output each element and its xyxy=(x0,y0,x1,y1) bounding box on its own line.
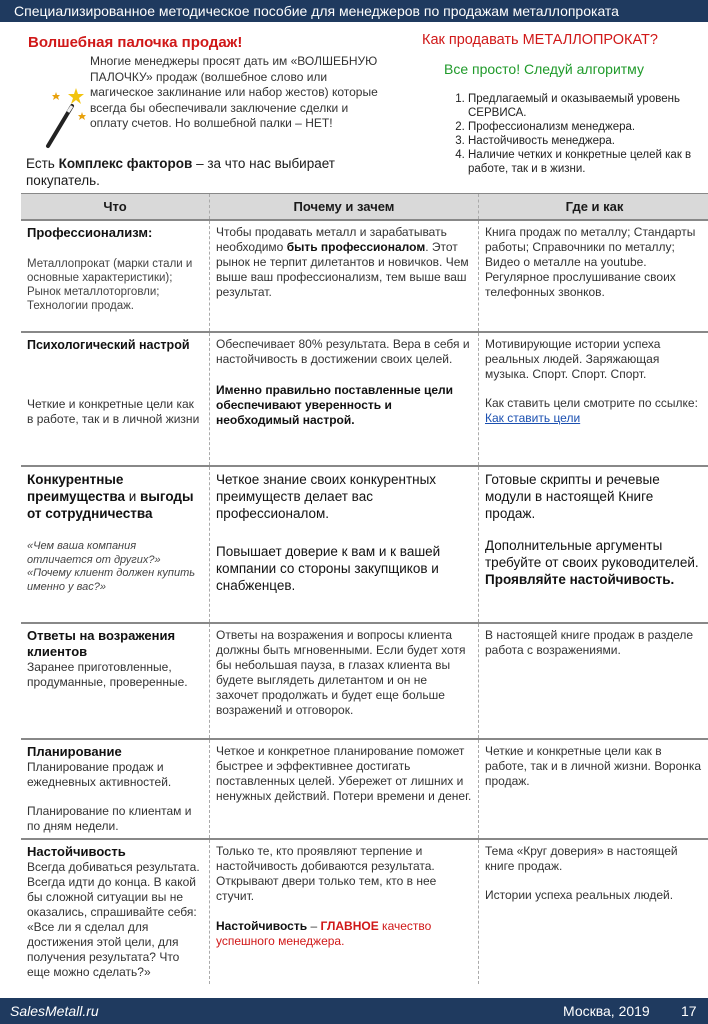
row-title: Настойчивость xyxy=(27,844,126,859)
row-why-2: Повышает доверие к вам и к вашей компании со стороны закупщиков и снабженцев. xyxy=(216,544,441,593)
row-where-3: Проявляйте настойчивость. xyxy=(485,572,675,587)
list-item: 3. Настойчивость менеджера. xyxy=(468,134,708,148)
column-where: Где и как xyxy=(479,194,708,221)
row-why: Обеспечивает 80% результата. Вера в себя и настойчивость в достижении своих целей. xyxy=(216,337,470,366)
algorithm-list xyxy=(450,92,708,176)
header-bar xyxy=(0,0,708,22)
sales-question: Как продавать МЕТАЛЛОПРОКАТ? xyxy=(422,32,658,48)
row-subtitle: Планирование продаж и ежедневных активностей. xyxy=(27,760,172,789)
row-subtitle: Заранее приготовленные, продуманные, проверенные. xyxy=(27,660,188,689)
row-why: Четкое и конкретное планирование поможет быстрее и эффективнее достигать поставленных целей. Убережет от лишних и ненужных действий. Потери времени и денег. xyxy=(216,744,472,803)
table-row xyxy=(21,839,708,984)
row-where-2: Дополнительные аргументы требуйте от своих руководителей. xyxy=(485,538,699,570)
factors-table xyxy=(21,193,708,984)
algorithm-intro: Все просто! Следуй алгоритму xyxy=(444,61,644,77)
row-where: Тема «Круг доверия» в настоящей книге продаж. xyxy=(485,844,678,873)
row-subtitle: Четкие и конкретные цели как в работе, так и в личной жизни xyxy=(27,397,200,426)
list-item: 1. Предлагаемый и оказываемый уровень СЕРВИСА. xyxy=(468,92,708,120)
row-why-2: Настойчивость – ГЛАВНОЕ качество успешного менеджера. xyxy=(216,919,432,948)
row-why: Только те, кто проявляют терпение и настойчивость добиваются результата. Открывают двери только тем, кто в нее стучит. xyxy=(216,844,437,903)
column-what: Что xyxy=(21,194,210,221)
intro-section xyxy=(24,30,692,190)
table-row xyxy=(21,332,708,466)
table-row xyxy=(21,623,708,739)
table-row xyxy=(21,466,708,623)
row-where: Книга продаж по металлу; Стандарты работы; Справочники по металлу; Видео о металле на youtube. Регулярное прослушивание своих телефонных звонков. xyxy=(485,225,696,299)
row-subtitle-2: Планирование по клиентам и по дням недели. xyxy=(27,804,192,833)
table-row xyxy=(21,739,708,839)
magic-wand-icon xyxy=(42,84,88,150)
page-number: 17 xyxy=(681,1003,697,1019)
row-where: Четкие и конкретные цели как в работе, так и в личной жизни. Воронка продаж. xyxy=(485,744,702,788)
row-title: Планирование xyxy=(27,744,122,759)
row-why-bold: Именно правильно поставленные цели обеспечивают уверенность и необходимый настрой. xyxy=(216,383,454,427)
row-where: Мотивирующие истории успеха реальных людей. Заряжающая музыка. Спорт. Спорт. Спорт. xyxy=(485,337,661,381)
magic-wand-text: Многие менеджеры просят дать им «ВОЛШЕБНУЮ ПАЛОЧКУ» продаж (волшебное слово или магическое заклинание или набор жестов) которые всегда бы обеспечивали заключение сделки и оплату счетов. Но волшебной палки – НЕТ! xyxy=(90,54,378,130)
footer-city-year: Москва, 2019 xyxy=(563,1003,650,1019)
list-item: 2. Профессионализм менеджера. xyxy=(468,120,708,134)
column-why: Почему и зачем xyxy=(210,194,479,221)
factors-line: Есть Комплекс факторов – за что нас выбирает покупатель. xyxy=(26,156,335,188)
row-why: Четкое знание своих конкурентных преимуществ делает вас профессионалом. xyxy=(216,472,437,521)
row-title: Профессионализм: xyxy=(27,225,153,240)
goal-setting-link[interactable]: Как ставить цели xyxy=(485,411,581,425)
header-title: Специализированное методическое пособие для менеджеров по продажам металлопроката xyxy=(14,3,619,19)
row-why: Чтобы продавать металл и зарабатывать необходимо быть профессионалом. Этот рынок не терпит дилетантов и новичков. Чем выше ваш профессионализм, тем выше ваш результат. xyxy=(216,225,469,299)
magic-wand-title: Волшебная палочка продаж! xyxy=(28,34,243,51)
table-header-row xyxy=(21,194,708,221)
row-title: Психологический настрой xyxy=(27,338,190,352)
row-where-link-line: Как ставить цели смотрите по ссылке: Как ставить цели xyxy=(485,396,698,425)
row-where-2: Истории успеха реальных людей. xyxy=(485,888,674,902)
row-quote: «Чем ваша компания отличается от других?» «Почему клиент должен купить именно у вас?» xyxy=(27,540,196,593)
footer-site: SalesMetall.ru xyxy=(10,1003,99,1019)
list-item: 4. Наличие четких и конкретные целей как в работе, так и в жизни. xyxy=(468,148,708,176)
row-title: Конкурентные преимущества и выгоды от сотрудничества xyxy=(27,472,194,521)
table-row xyxy=(21,220,708,332)
row-where: В настоящей книге продаж в разделе работа с возражениями. xyxy=(485,628,694,657)
row-subtitle: Всегда добиваться результата. Всегда идти до конца. В какой бы сложной ситуации вы не оказались, спрашивайте себя: «Все ли я сделал для достижения этой цели, для получения результата? Что еще можно сделать?» xyxy=(27,860,200,979)
footer-bar xyxy=(0,998,708,1024)
row-subtitle: Металлопрокат (марки стали и основные характеристики); Рынок металлоторговли; Технологии продаж. xyxy=(27,258,193,312)
row-where: Готовые скрипты и речевые модули в настоящей Книге продаж. xyxy=(485,472,660,521)
row-title: Ответы на возражения клиентов xyxy=(27,628,176,659)
row-why: Ответы на возражения и вопросы клиента должны быть мгновенными. Если будет хотя бы небольшая пауза, в глазах клиента вы будете выглядеть дилетантом и он не захочет продолжать и будет еще больше возражений и отговорок. xyxy=(216,628,466,717)
